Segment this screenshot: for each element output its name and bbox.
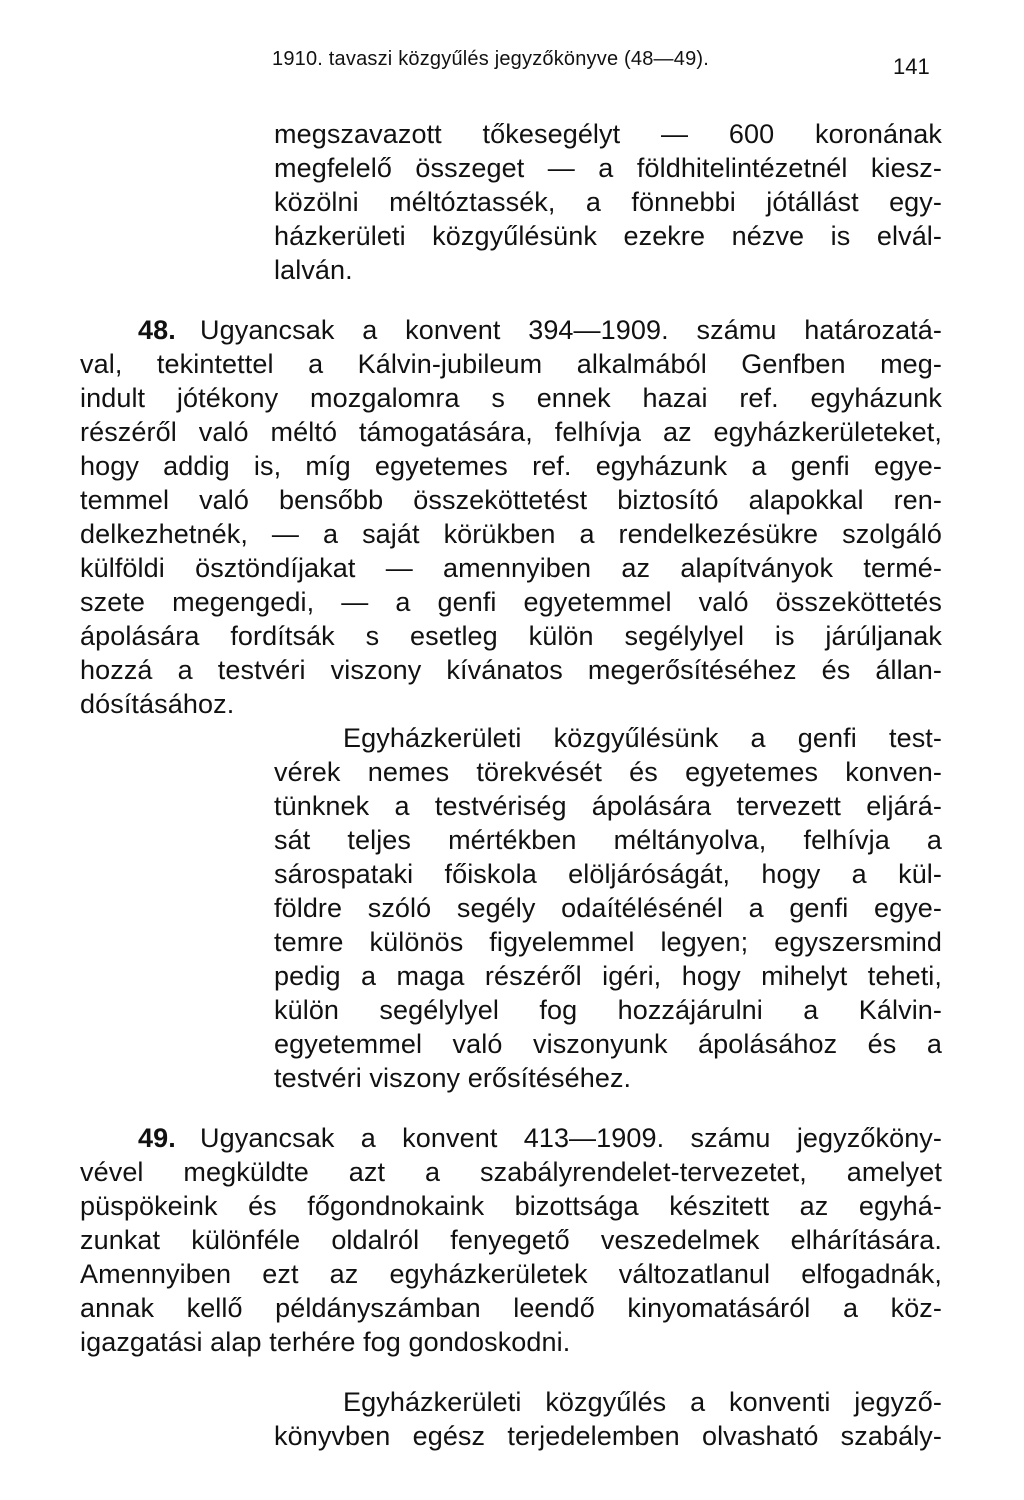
text-line: testvéri viszony erősítéséhez.	[274, 1063, 632, 1093]
text-line: Egyházkerületi közgyűlésünk a genfi test-	[343, 723, 942, 753]
text-line: ápolására fordítsák s esetleg külön segélylyel is járúljanak	[80, 621, 942, 651]
text-line: temmel való bensőbb összeköttetést biztosító alapokkal ren-	[80, 485, 942, 515]
text-line: hozzá a testvéri viszony kívánatos megerősítéséhez és állan-	[80, 655, 942, 685]
text-line: igazgatási alap terhére fog gondoskodni.	[80, 1327, 571, 1357]
running-head: 1910. tavaszi közgyűlés jegyzőkönyve (48—49).	[272, 48, 710, 70]
text-line: püspökeink és főgondnokaink bizottsága készitett az egyhá-	[80, 1191, 942, 1221]
text-line: indult jótékony mozgalomra s ennek hazai ref. egyházunk	[80, 383, 942, 413]
text-line: Ugyancsak a konvent 413—1909. számu jegyzőköny-	[200, 1123, 942, 1153]
text-line: sát teljes mértékben méltányolva, felhívja a	[274, 825, 942, 855]
text-line: temre különös figyelemmel legyen; egyszersmind	[274, 927, 942, 957]
text-line: pedig a maga részéről igéri, hogy mihelyt teheti,	[274, 961, 942, 991]
text-line: annak kellő példányszámban leendő kinyomatásáról a köz-	[80, 1293, 942, 1323]
text-line: külön segélylyel fog hozzájárulni a Kálvin-	[274, 995, 942, 1025]
text-line: megszavazott tőkesegélyt — 600 koronának	[274, 119, 942, 149]
text-line: val, tekintettel a Kálvin-jubileum alkalmából Genfben meg-	[80, 349, 942, 379]
text-line: lalván.	[274, 255, 353, 285]
text-line: házkerületi közgyűlésünk ezekre nézve is elvál-	[274, 221, 942, 251]
text-line: közölni méltóztassék, a fönnebbi jótállást egy-	[274, 187, 942, 217]
text-line: delkezhetnék, — a saját körükben a rendelkezésükre szolgáló	[80, 519, 942, 549]
text-line: vérek nemes törekvését és egyetemes konven-	[274, 757, 942, 787]
paragraph-number-text: 48.	[138, 315, 176, 345]
text-line: szete megengedi, — a genfi egyetemmel való összeköttetés	[80, 587, 942, 617]
text-line: vével megküldte azt a szabályrendelet-tervezetet, amelyet	[80, 1157, 942, 1187]
text-line: dósításához.	[80, 689, 235, 719]
paragraph-number-text: 49.	[138, 1123, 176, 1153]
text-line: tünknek a testvériség ápolására tervezett eljárá-	[274, 791, 942, 821]
paragraph-number	[138, 313, 198, 347]
page-number: 141	[893, 54, 930, 79]
text-line: hogy addig is, míg egyetemes ref. egyházunk a genfi egye-	[80, 451, 942, 481]
text-line: zunkat különféle oldalról fenyegető veszedelmek elhárítására.	[80, 1225, 942, 1255]
text-line: Amennyiben ezt az egyházkerületek változatlanul elfogadnák,	[80, 1259, 942, 1289]
text-line: könyvben egész terjedelemben olvasható szabály-	[274, 1421, 942, 1451]
text-line: egyetemmel való viszonyunk ápolásához és a	[274, 1029, 942, 1059]
text-line: külföldi ösztöndíjakat — amennyiben az alapítványok termé-	[80, 553, 942, 583]
text-line: Ugyancsak a konvent 394—1909. számu határozatá-	[200, 315, 942, 345]
text-line: Egyházkerületi közgyűlés a konventi jegyző-	[343, 1387, 942, 1417]
text-line: megfelelő összeget — a földhitelintézetnél kiesz-	[274, 153, 942, 183]
page-header	[0, 40, 1024, 80]
text-line: részéről való méltó támogatására, felhívja az egyházkerületeket,	[80, 417, 942, 447]
text-line: sárospataki főiskola elöljáróságát, hogy a kül-	[274, 859, 942, 889]
paragraph-number	[138, 1121, 198, 1155]
text-line: földre szóló segély odaítélésénél a genfi egye-	[274, 893, 942, 923]
